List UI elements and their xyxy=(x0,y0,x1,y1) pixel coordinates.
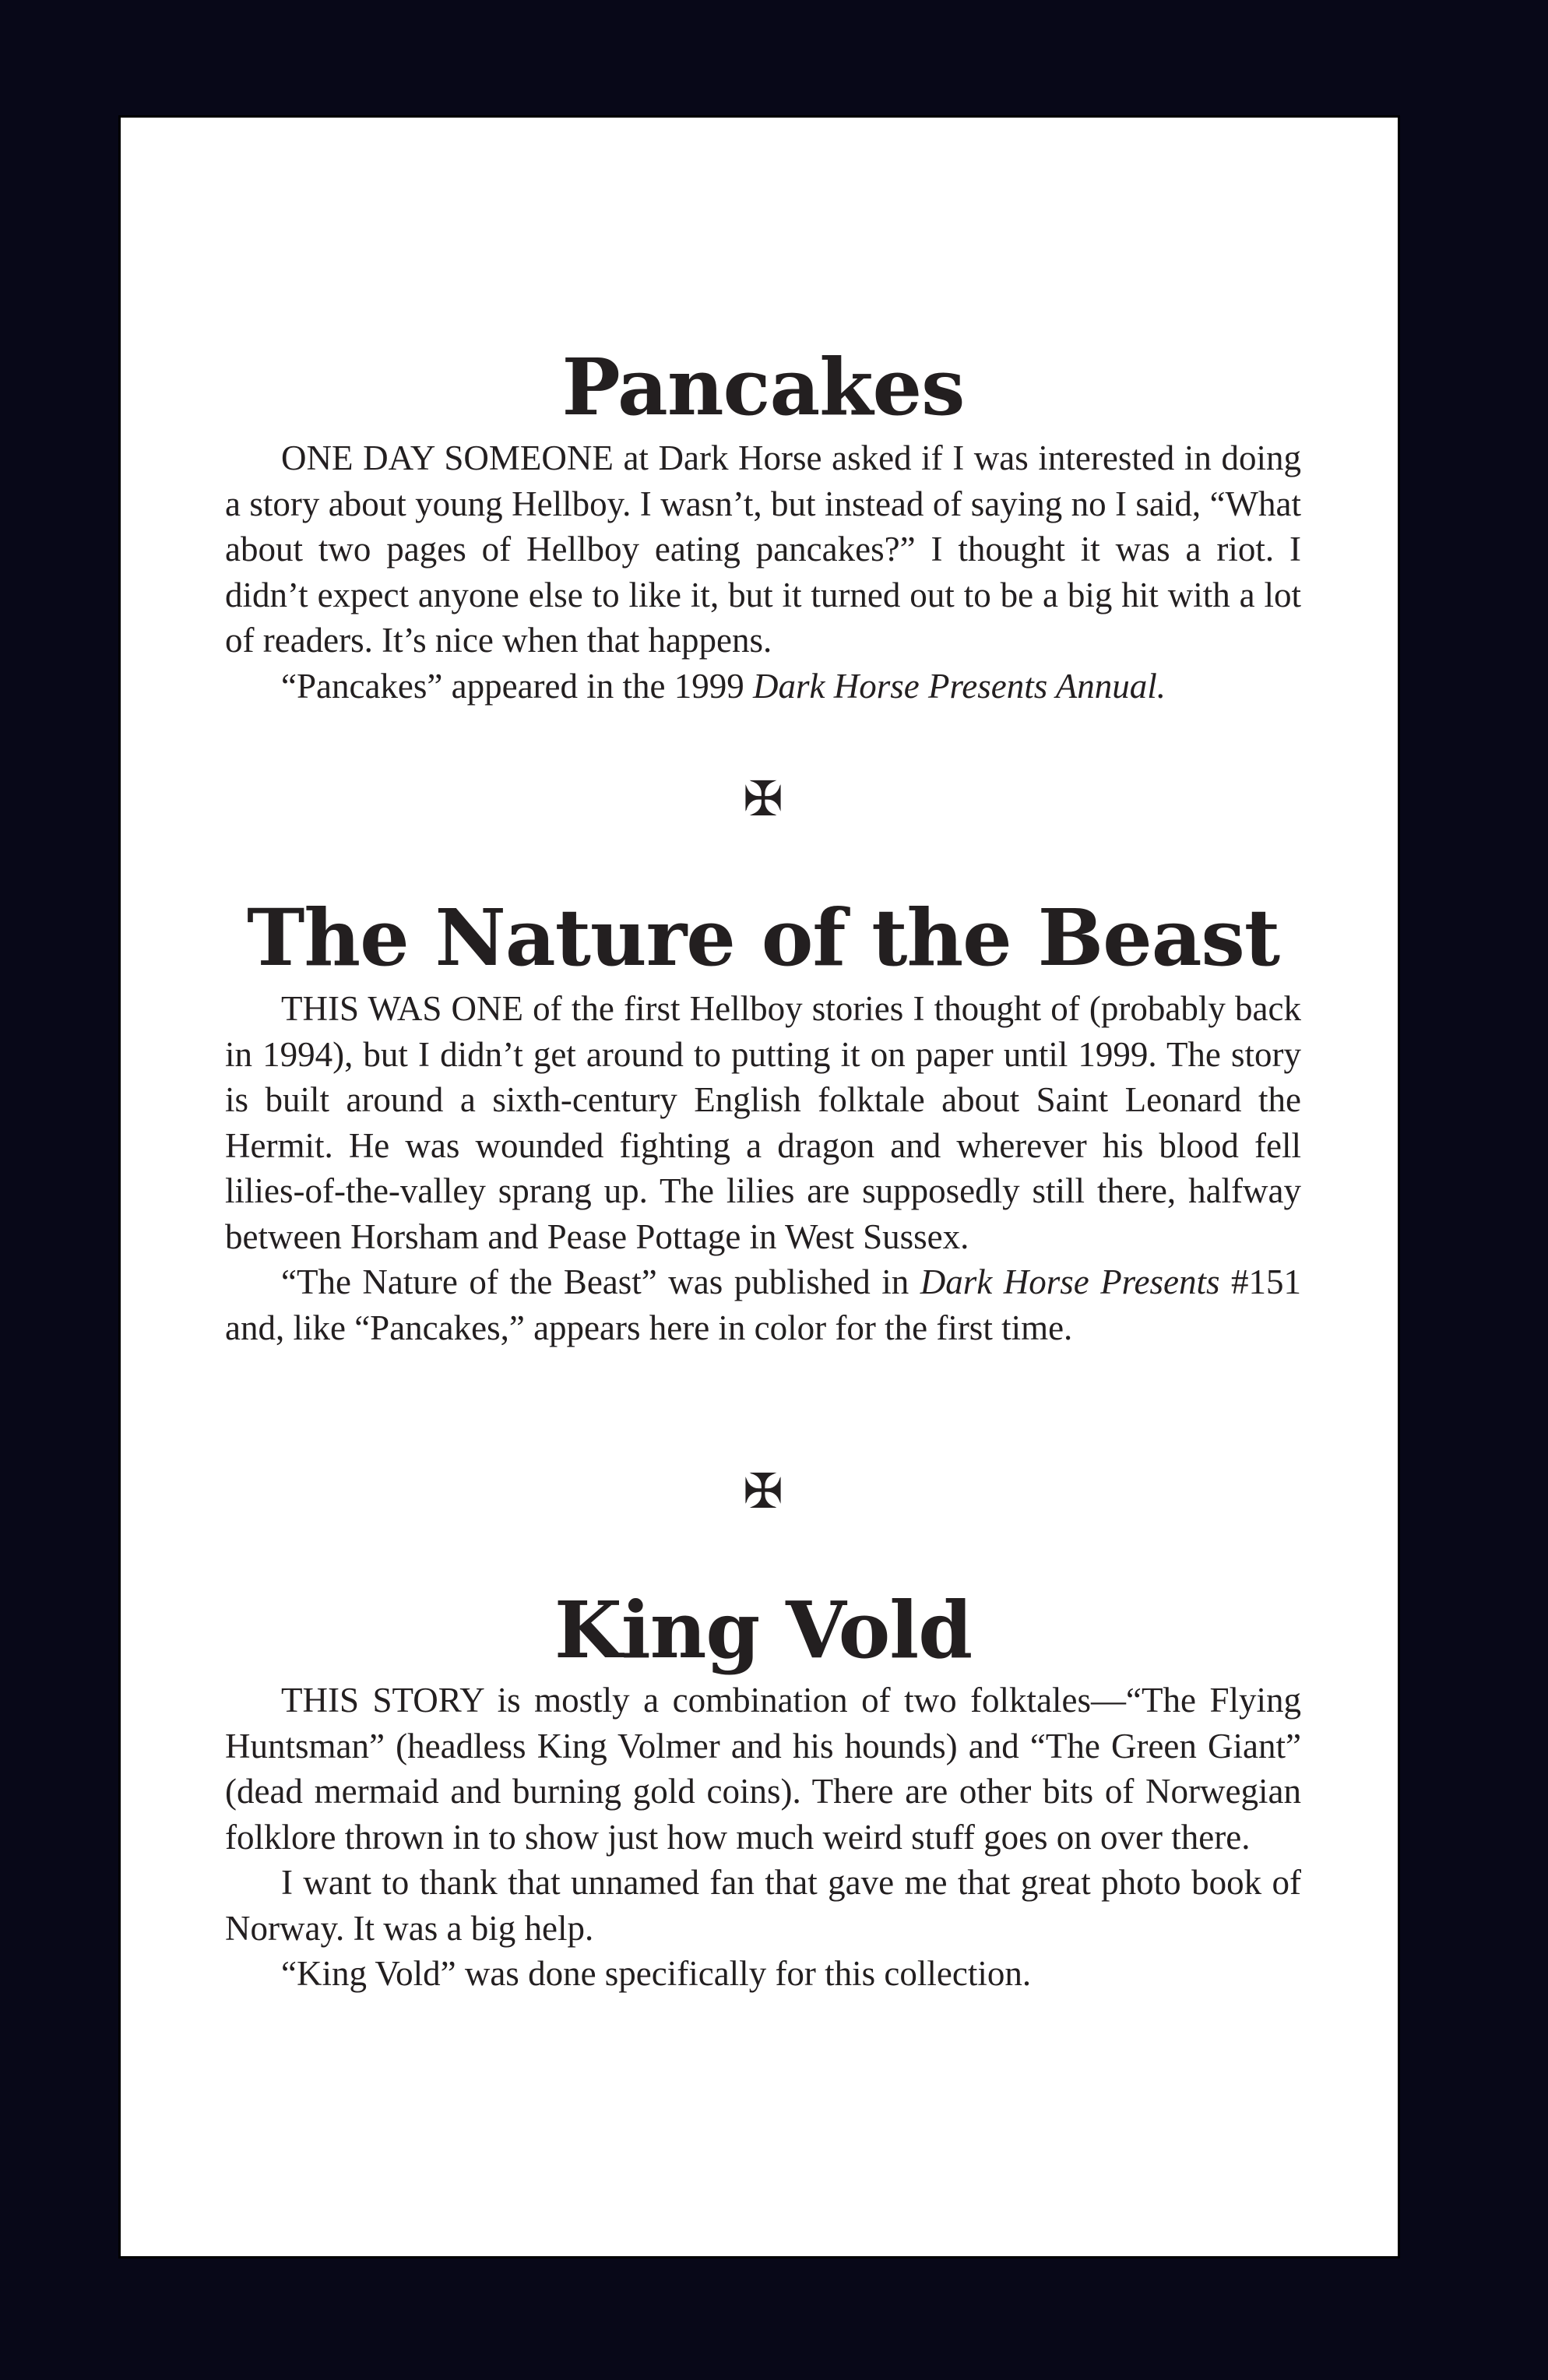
section-body-pancakes xyxy=(225,435,1301,709)
publication-title: Dark Horse Presents xyxy=(920,1262,1220,1301)
paragraph: THIS STORY is mostly a combination of two folktales—“The Flying Huntsman” (headless King Volmer and his hounds) and “The Green Giant” (dead mermaid and burning gold coins). There are other bits of Norwegian folklore thrown in to show just how much weird stuff goes on over there. xyxy=(225,1681,1301,1857)
paragraph-text: #151 and, like “Pancakes,” appears here in color for the first time. xyxy=(225,1262,1301,1347)
paragraph-text: “The Nature of the Beast” was published in xyxy=(281,1262,920,1301)
paragraph-text: “Pancakes” appeared in the 1999 xyxy=(281,666,753,706)
paragraph: THIS WAS ONE of the first Hellboy stories I thought of (probably back in 1994), but I didn’t get around to putting it on paper until 1999. The story is built around a sixth-century English folktale about Saint Leonard the Hermit. He was wounded fighting a dragon and wherever his blood fell lilies-of-the-valley sprang up. The lilies are supposedly still there, halfway between Horsham and Pease Pottage in West Sussex. xyxy=(225,989,1301,1256)
publication-title: Dark Horse Presents Annual. xyxy=(752,666,1166,706)
cross-ornament-icon: ✠ xyxy=(743,1463,783,1519)
section-body-nature-of-the-beast xyxy=(225,986,1301,1350)
paragraph: I want to thank that unnamed fan that gave me that great photo book of Norway. It was a big help. xyxy=(225,1863,1301,1948)
section-title-pancakes: Pancakes xyxy=(561,341,965,433)
paragraph xyxy=(225,664,1301,709)
paragraph: ONE DAY SOMEONE at Dark Horse asked if I was interested in doing a story about young Hellboy. I wasn’t, but instead of saying no I said, “What about two pages of Hellboy eating pancakes?” I thought it was a riot. I didn’t expect anyone else to like it, but it turned out to be a big hit with a lot of readers. It’s nice when that happens. xyxy=(225,438,1301,660)
paragraph xyxy=(225,1259,1301,1350)
book-page xyxy=(118,115,1400,2259)
section-title-nature-of-the-beast: The Nature of the Beast xyxy=(246,892,1280,984)
section-title-king-vold: King Vold xyxy=(554,1584,973,1676)
section-body-king-vold xyxy=(225,1678,1301,1997)
paragraph: “King Vold” was done specifically for this collection. xyxy=(281,1954,1032,1993)
cross-ornament-icon: ✠ xyxy=(743,770,783,827)
